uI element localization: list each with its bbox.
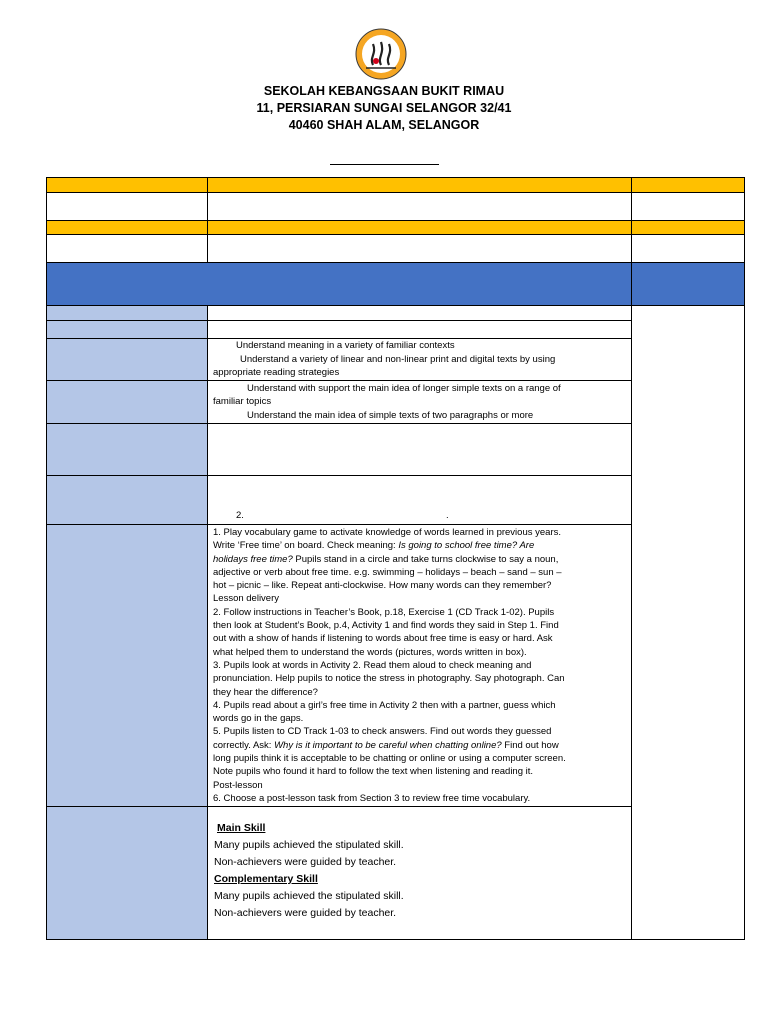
label-objectives bbox=[46, 423, 208, 476]
main-skill-heading: Main Skill bbox=[217, 822, 266, 834]
activities-text: 1. Play vocabulary game to activate knowledge of words learned in previous years. Write ‘Free time’ on board. Check meaning: Is going to school free time? Are holidays free time? Pupils stand in a circle and take turns clockwise to say a noun, adjective or verb about free time. e.g. swimming – holidays – beach – sand – sun – hot – picnic – like. Repeat anti-clockwise. How many words can they remember? Lesson delivery 2. Follow instructions in Teacher’s Book, p.18, Exercise 1 (CD Track 1-02). Pupils then look at Student’s Book, p.4, Activity 1 and find words they said in Step 1. Find out with a show of hands if listening to words about free time is easy or hard. Ask what helped them to understand the words (pictures, words written in box). 3. Pupils look at words in Activity 2. Read them aloud to check meaning and pronunciation. Help pupils to notice the stress in photography. Say photograph. Can they hear the difference? 4. Pupils read about a girl’s free time in Activity 2 then with a partner, guess which words go in the gaps. 5. Pupils listen to CD Track 1-03 to check answers. Find out words they guessed correctly. Ask: Why is it important to be careful when chatting online? Find out how long pupils think it is acceptable to be chatting or online or using a computer screen. Note pupils who found it hard to follow the text when listening and reading it. Post-lesson 6. Choose a post-lesson task from Section 3 to review free time vocabulary. bbox=[213, 527, 566, 804]
info-row-2 bbox=[46, 234, 745, 263]
school-address-line1: 11, PERSIARAN SUNGAI SELANGOR 32/41 bbox=[256, 101, 512, 115]
label-success-criteria bbox=[46, 475, 208, 525]
content-standard-2b: appropriate reading strategies bbox=[213, 367, 340, 378]
cell-1 bbox=[207, 305, 632, 321]
content-standard-1: Understand meaning in a variety of familiar contexts bbox=[236, 340, 455, 351]
success-criteria-cell bbox=[207, 475, 632, 525]
school-logo bbox=[352, 28, 410, 80]
right-column-cell bbox=[631, 305, 745, 940]
criteria-dot: . bbox=[446, 510, 449, 521]
school-name: SEKOLAH KEBANGSAAN BUKIT RIMAU bbox=[263, 84, 505, 98]
comp-skill-line1: Many pupils achieved the stipulated skill. bbox=[214, 890, 404, 902]
header-row-1 bbox=[46, 177, 745, 193]
label-activities bbox=[46, 524, 208, 807]
learning-standard-1b: familiar topics bbox=[213, 396, 272, 407]
label-cell-1 bbox=[46, 305, 208, 321]
header-row-2 bbox=[46, 220, 745, 235]
comp-skill-line2: Non-achievers were guided by teacher. bbox=[214, 907, 397, 919]
objectives-cell bbox=[207, 423, 632, 476]
label-cell-2 bbox=[46, 320, 208, 339]
info-row-1 bbox=[46, 192, 745, 221]
label-content-standard bbox=[46, 338, 208, 381]
learning-standard-1: Understand with support the main idea of longer simple texts on a range of bbox=[247, 383, 561, 394]
content-standard-2: Understand a variety of linear and non-linear print and digital texts by using bbox=[240, 354, 556, 365]
main-skill-line2: Non-achievers were guided by teacher. bbox=[214, 856, 397, 868]
main-skill-line1: Many pupils achieved the stipulated skill. bbox=[214, 839, 404, 851]
criteria-item-2: 2. bbox=[236, 510, 244, 521]
school-address-line2: 40460 SHAH ALAM, SELANGOR bbox=[288, 118, 480, 132]
learning-standard-2: Understand the main idea of simple texts of two paragraphs or more bbox=[247, 410, 534, 421]
cell-2 bbox=[207, 320, 632, 339]
label-learning-standard bbox=[46, 380, 208, 424]
complementary-skill-heading: Complementary Skill bbox=[214, 873, 318, 885]
label-reflection bbox=[46, 806, 208, 940]
topic-banner bbox=[46, 262, 745, 306]
title-underline bbox=[330, 164, 439, 165]
